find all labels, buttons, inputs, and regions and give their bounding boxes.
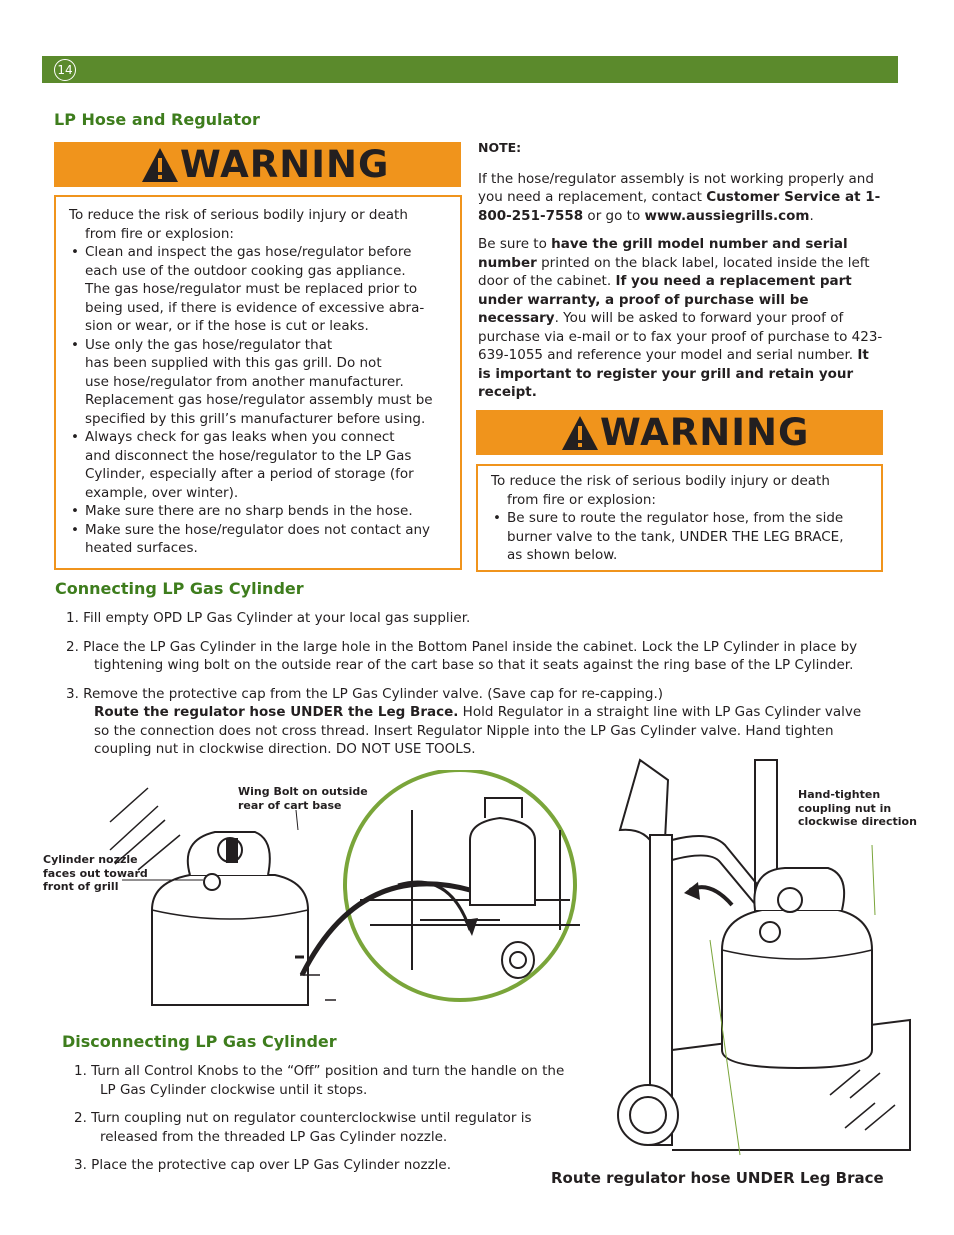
page-number: 14 bbox=[54, 59, 76, 81]
bullet-line: being used, if there is evidence of excessive abra- bbox=[85, 299, 425, 316]
step-3: 3. Place the protective cap over LP Gas Cylinder nozzle. bbox=[74, 1157, 452, 1173]
bullet-line: • Be sure to route the regulator hose, from the side bbox=[507, 510, 844, 526]
warning-intro-cont: from fire or explosion: bbox=[507, 491, 656, 508]
warning-box bbox=[54, 195, 462, 570]
label-wing-bolt bbox=[238, 785, 368, 812]
step-1: 1. Fill empty OPD LP Gas Cylinder at your local gas supplier. bbox=[66, 610, 471, 626]
text: If the hose/regulator assembly is not working properly and you need a replacement, contact bbox=[478, 170, 874, 205]
bullet-line: sion or wear, or if the hose is cut or leaks. bbox=[85, 318, 369, 334]
header-bar bbox=[42, 56, 898, 83]
text-bold: If you need a replacement part under warranty, a proof of purchase will be necessary bbox=[478, 273, 852, 326]
bullet-line: has been supplied with this gas grill. Do not bbox=[85, 355, 382, 371]
bullet-line: The gas hose/regulator must be replaced prior to bbox=[85, 281, 418, 297]
bullet-line: • Make sure the hose/regulator does not contact any bbox=[85, 521, 431, 538]
figure-caption: Route regulator hose UNDER Leg Brace bbox=[551, 1169, 884, 1187]
label-line: coupling nut in bbox=[798, 801, 892, 815]
step-2-cont: released from the threaded LP Gas Cylinder nozzle. bbox=[100, 1128, 448, 1145]
bullet-line: and disconnect the hose/regulator to the LP Gas bbox=[85, 447, 412, 464]
warning-bullet bbox=[69, 521, 452, 558]
label-line: front of grill bbox=[43, 880, 119, 893]
step-3: 3. Remove the protective cap from the LP Gas Cylinder valve. (Save cap for re-capping.) bbox=[66, 685, 664, 702]
step-3-cont: coupling nut in clockwise direction. DO NOT USE TOOLS. bbox=[94, 741, 476, 757]
warning-intro-cont: from fire or explosion: bbox=[85, 225, 234, 242]
section-title-hose: LP Hose and Regulator bbox=[54, 110, 260, 129]
warning-bullet bbox=[69, 243, 452, 336]
warning-banner bbox=[54, 142, 461, 187]
warning-bullet bbox=[491, 509, 873, 565]
step-2: 2. Place the LP Gas Cylinder in the large hole in the Bottom Panel inside the cabinet. Lock the LP Cylinder in place by bbox=[66, 638, 858, 655]
note-paragraph-2 bbox=[478, 235, 883, 402]
text: Be sure to bbox=[478, 236, 552, 252]
bullet-line: • Make sure there are no sharp bends in the hose. bbox=[85, 503, 413, 519]
label-line: Cylinder nozzle bbox=[43, 853, 138, 866]
connect-steps bbox=[66, 609, 906, 759]
step-3-cont bbox=[66, 703, 906, 722]
disconnect-steps bbox=[74, 1062, 604, 1175]
section-title-disconnect: Disconnecting LP Gas Cylinder bbox=[62, 1032, 337, 1051]
bullet-line: as shown below. bbox=[507, 547, 618, 563]
text: . bbox=[809, 207, 814, 224]
step-3-cont: so the connection does not cross thread. Insert Regulator Nipple into the LP Gas Cylinder valve. Hand tighten bbox=[94, 722, 834, 739]
label-line: Wing Bolt on outside bbox=[238, 785, 368, 798]
label-cylinder-nozzle bbox=[43, 853, 148, 894]
text-bold: have the grill model number and serial number bbox=[478, 236, 848, 271]
bullet-line: • Clean and inspect the gas hose/regulator before bbox=[85, 244, 412, 260]
step-2: 2. Turn coupling nut on regulator counterclockwise until regulator is bbox=[74, 1110, 532, 1126]
warning-bullet bbox=[69, 428, 452, 502]
bullet-line: heated surfaces. bbox=[85, 540, 198, 556]
warning-box-2 bbox=[476, 464, 883, 572]
label-line: clockwise direction bbox=[798, 815, 917, 828]
warning-intro: To reduce the risk of serious bodily injury or death bbox=[69, 207, 408, 223]
step-1: 1. Turn all Control Knobs to the “Off” position and turn the handle on the bbox=[74, 1063, 565, 1079]
bullet-line: use hose/regulator from another manufacturer. bbox=[85, 373, 404, 390]
label-hand-tighten bbox=[798, 788, 917, 829]
label-line: faces out toward bbox=[43, 866, 148, 880]
step-3-bold: Route the regulator hose UNDER the Leg Brace. bbox=[94, 704, 459, 720]
bullet-line: Replacement gas hose/regulator assembly must be bbox=[85, 392, 433, 408]
bullet-line: each use of the outdoor cooking gas appliance. bbox=[85, 262, 406, 279]
text: printed on the black label, located inside the left door of the cabinet. bbox=[478, 254, 870, 289]
warning-intro: To reduce the risk of serious bodily injury or death bbox=[491, 473, 830, 489]
label-line: Hand-tighten bbox=[798, 788, 881, 801]
warning-banner-2 bbox=[476, 410, 883, 455]
warning-title: WARNING bbox=[180, 143, 390, 186]
warning-title: WARNING bbox=[600, 411, 810, 454]
bullet-line: • Always check for gas leaks when you connect bbox=[85, 429, 395, 445]
text: . You will be asked to forward your proof of purchase via e-mail or to fax your proof of purchase to 423-639-1055 and reference your model and serial number. bbox=[478, 310, 883, 363]
bullet-line: Cylinder, especially after a period of storage (for bbox=[85, 466, 414, 482]
text-bold: It is important to register your grill and retain your receipt. bbox=[478, 347, 869, 400]
section-title-connect: Connecting LP Gas Cylinder bbox=[55, 579, 304, 598]
customer-service-phone: Customer Service at 1-800-251-7558 bbox=[478, 189, 881, 224]
warning-bullet bbox=[69, 502, 452, 521]
bullet-line: burner valve to the tank, UNDER THE LEG BRACE, bbox=[507, 528, 844, 545]
warning-triangle-icon bbox=[140, 146, 180, 184]
bullet-line: specified by this grill’s manufacturer before using. bbox=[85, 410, 426, 427]
website-link[interactable]: www.aussiegrills.com bbox=[644, 207, 810, 224]
label-line: rear of cart base bbox=[238, 798, 342, 812]
warning-triangle-icon bbox=[560, 414, 600, 452]
note-paragraph-1 bbox=[478, 170, 883, 226]
warning-bullet bbox=[69, 336, 452, 429]
bullet-line: example, over winter). bbox=[85, 484, 239, 501]
note-block bbox=[478, 139, 883, 412]
text: Hold Regulator in a straight line with LP Gas Cylinder valve bbox=[458, 704, 862, 720]
bullet-line: • Use only the gas hose/regulator that bbox=[85, 336, 333, 353]
note-label: NOTE: bbox=[478, 140, 522, 155]
step-2-cont: tightening wing bolt on the outside rear of the cart base so that it seats against the ring base of the LP Cylinder. bbox=[94, 657, 854, 673]
text: or go to bbox=[583, 207, 645, 224]
step-1-cont: LP Gas Cylinder clockwise until it stops. bbox=[100, 1081, 368, 1098]
